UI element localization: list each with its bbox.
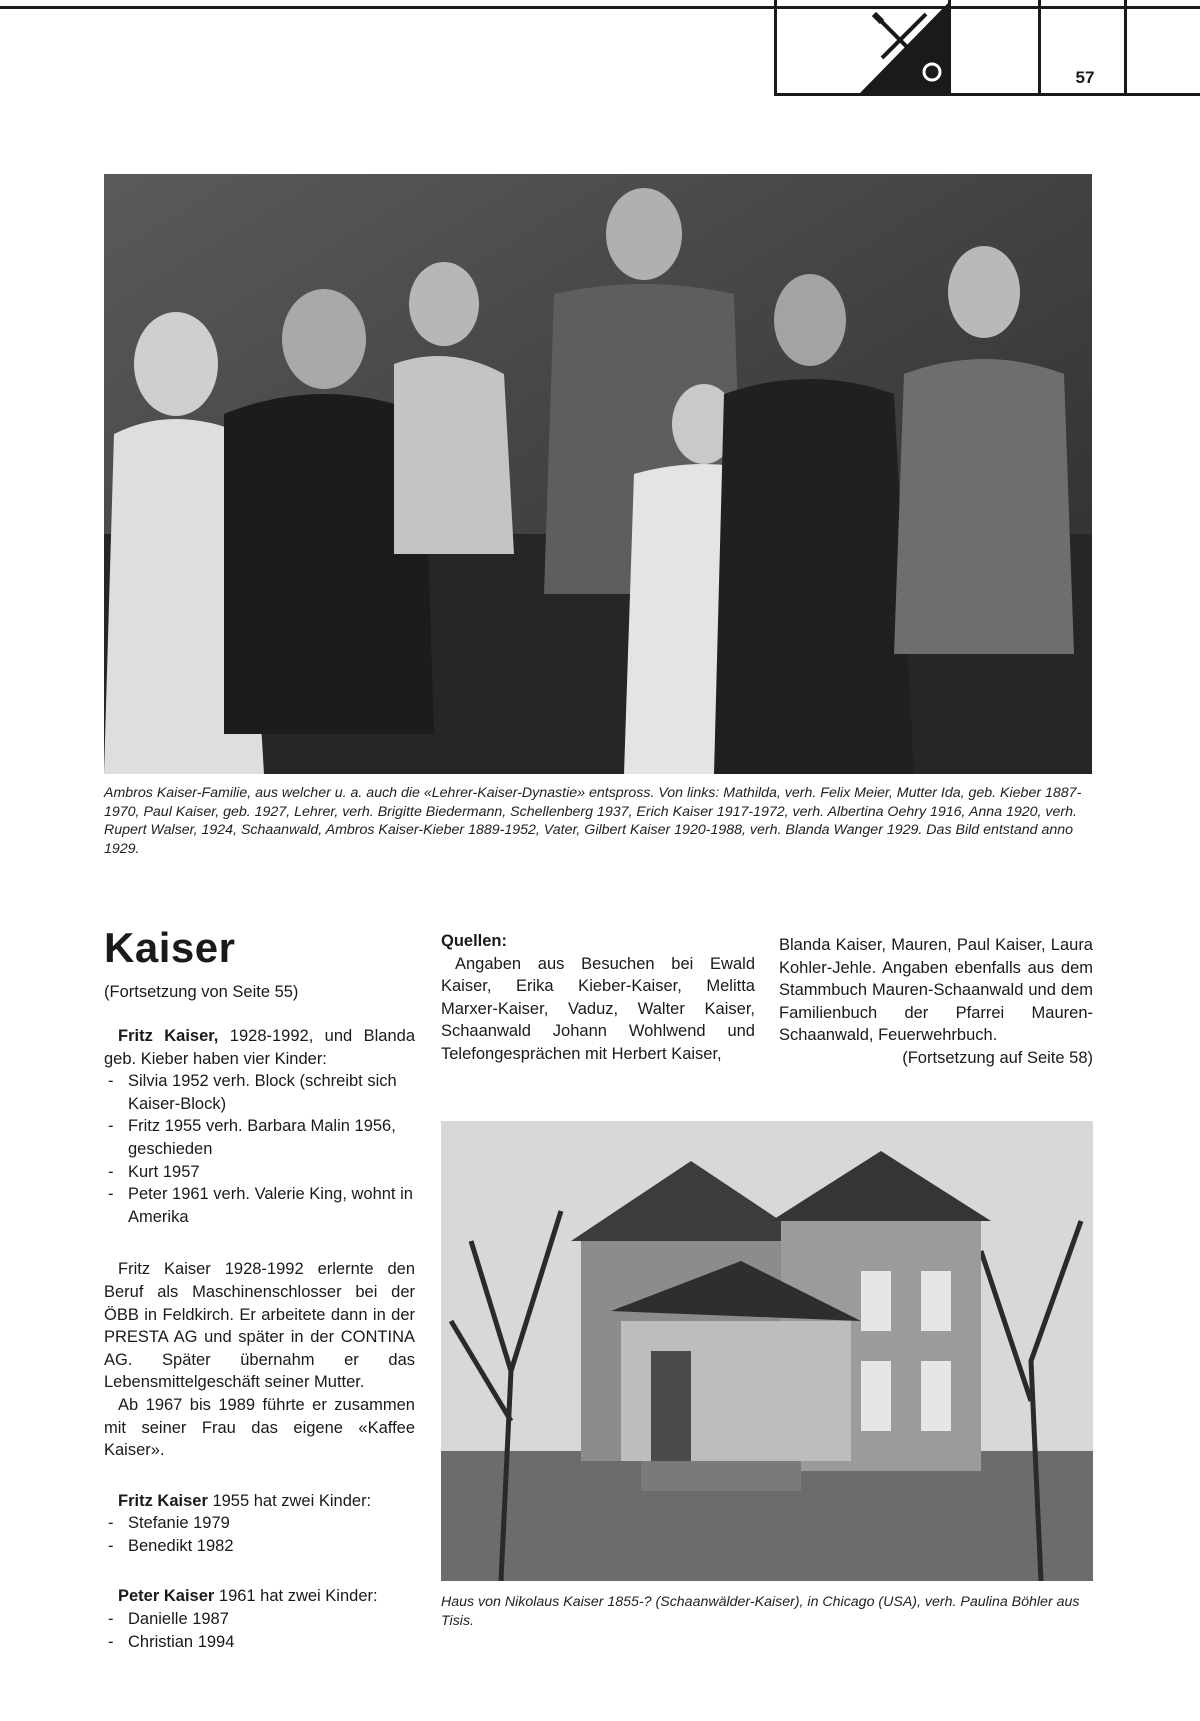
sources-text-part-2: Blanda Kaiser, Mauren, Paul Kaiser, Laura Kohler-Jehle. Angaben ebenfalls aus dem Stammbuch Mauren-Schaanwald und dem Familienbuch der Pfarrei Mauren-Schaanwald, Feuerwehrbuch. — [779, 936, 1093, 1045]
left-column — [104, 1025, 415, 1653]
house-photo-caption: Haus von Nikolaus Kaiser 1855-? (Schaanwälder-Kaiser), in Chicago (USA), verh. Paulina Böhler aus Tisis. — [441, 1594, 1080, 1629]
peter-1961-children-list — [104, 1608, 415, 1653]
continuation-from-note: (Fortsetzung von Seite 55) — [104, 983, 299, 1001]
fritz-1955-children-list — [104, 1512, 415, 1557]
list-item: - Peter 1961 verh. Valerie King, wohnt in Amerika — [104, 1183, 415, 1228]
header-bottom-rule — [774, 93, 1200, 96]
peter-1961-intro-text: 1961 hat zwei Kinder: — [214, 1587, 378, 1606]
list-item: - Kurt 1957 — [104, 1161, 415, 1184]
sources-column — [441, 930, 755, 1066]
list-item: - Fritz 1955 verh. Barbara Malin 1956, geschieden — [104, 1115, 415, 1160]
peter-1961-intro — [104, 1585, 415, 1608]
family-photo — [104, 174, 1092, 774]
list-item: - Christian 1994 — [104, 1631, 415, 1654]
list-item: - Benedikt 1982 — [104, 1535, 415, 1558]
house-photo — [441, 1121, 1093, 1581]
list-item: - Silvia 1952 verh. Block (schreibt sich Kaiser-Block) — [104, 1070, 415, 1115]
family-photo-caption: Ambros Kaiser-Familie, aus welcher u. a. auch die «Lehrer-Kaiser-Dynastie» entspross. Von links: Mathilda, verh. Felix Meier, Mutter Ida, geb. Kieber 1887-1970, Paul Kaiser, geb. 1927, Lehrer, verh. Brigitte Biedermann, Schellenberg 1937, Erich Kaiser 1917-1972, verh. Albertina Oehry 1916, Anna 1920, verh. Rupert Walser, 1924, Schaanwald, Ambros Kaiser-Kieber 1889-1952, Vater, Gilbert Kaiser 1920-1988, verh. Blanda Wanger 1929. Das Bild entstand anno 1929. — [104, 785, 1082, 857]
sources-title: Quellen: — [441, 932, 508, 950]
sources-text-part-1: Angaben aus Besuchen bei Ewald Kaiser, Erika Kieber-Kaiser, Melitta Marxer-Kaiser, Vaduz, Walter Kaiser, Schaanwald Johann Wohlwend und Telefongesprächen mit Herbert Kaiser, — [441, 954, 755, 1063]
fritz-1928-intro-text: 1928-1992, und Blanda geb. Kieber haben vier Kinder: — [104, 1027, 415, 1068]
list-item: - Stefanie 1979 — [104, 1512, 415, 1535]
fritz-1928-intro — [104, 1025, 415, 1070]
peter-1961-name: Peter Kaiser — [118, 1587, 215, 1606]
fritz-1955-name: Fritz Kaiser — [118, 1491, 208, 1510]
header-divider — [774, 0, 777, 96]
fritz-1955-intro-text: 1955 hat zwei Kinder: — [207, 1491, 372, 1510]
fritz-1928-name: Fritz Kaiser, — [118, 1027, 219, 1045]
fritz-1928-biography-2: Ab 1967 bis 1989 führte er zusammen mit seiner Frau das eigene «Kaffee Kaiser». — [104, 1395, 415, 1460]
page-number: 57 — [1075, 68, 1095, 87]
list-item: - Danielle 1987 — [104, 1608, 415, 1631]
sources-column-continued — [779, 934, 1093, 1070]
fritz-1928-biography: Fritz Kaiser 1928-1992 erlernte den Beruf als Maschinenschlosser bei der ÖBB in Feldkirch. Er arbeitete dann in der PRESTA AG und später in der CONTINA AG. Später übernahm er das Lebensmittelgeschäft seiner Mutter. — [104, 1260, 415, 1392]
fritz-1955-intro — [104, 1490, 415, 1513]
crossed-keys-emblem-icon — [860, 0, 951, 93]
header-grid — [774, 0, 1200, 96]
article-title: Kaiser — [104, 924, 236, 971]
fritz-1928-children-list — [104, 1070, 415, 1228]
continuation-to-note: (Fortsetzung auf Seite 58) — [902, 1048, 1093, 1067]
